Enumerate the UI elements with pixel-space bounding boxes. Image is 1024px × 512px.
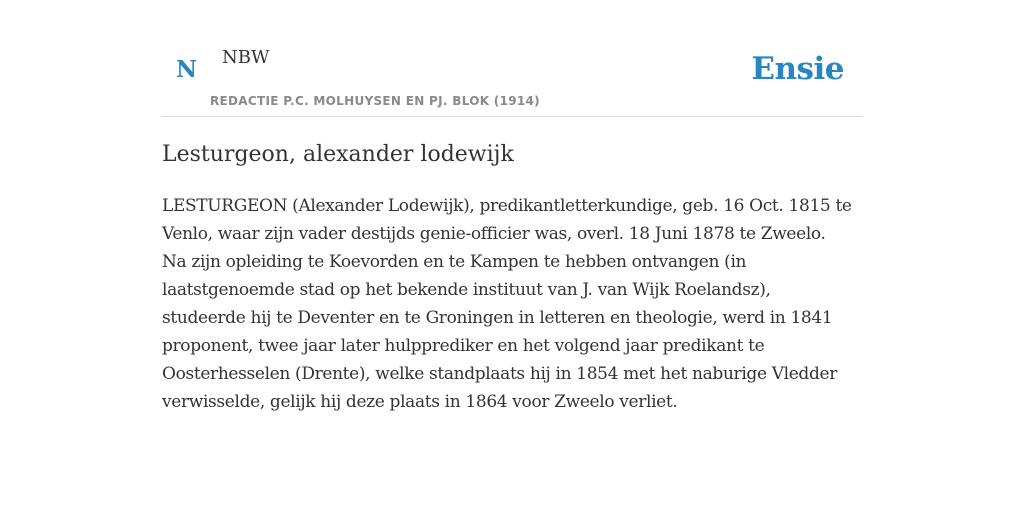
entry-body-line: Venlo, waar zijn vader destijds genie-officier was, overl. 18 Juni 1878 te Zweelo.: [162, 224, 826, 244]
entry-body-line: Oosterhesselen (Drente), welke standplaats hij in 1854 met het naburige Vledder: [162, 364, 837, 384]
source-header: [162, 40, 862, 117]
source-letter-logo: N: [176, 56, 198, 83]
entry-body-line: LESTURGEON (Alexander Lodewijk), predikantletterkundige, geb. 16 Oct. 1815 te: [162, 196, 852, 216]
entry-title: Lesturgeon, alexander lodewijk: [162, 142, 514, 167]
entry-body-line: proponent, twee jaar later hulpprediker en het volgend jaar predikant te: [162, 336, 765, 356]
entry-body-line: Na zijn opleiding te Koevorden en te Kampen te hebben ontvangen (in: [162, 252, 747, 272]
entry-body: [162, 192, 868, 416]
entry-body-line: verwisselde, gelijk hij deze plaats in 1864 voor Zweelo verliet.: [162, 392, 678, 412]
source-title-link[interactable]: NBW: [222, 47, 270, 68]
entry-body-line: studeerde hij te Deventer en te Groningen in letteren en theologie, werd in 1841: [162, 308, 833, 328]
ensie-logo-link[interactable]: Ensie: [751, 51, 844, 87]
entry-body-line: laatstgenoemde stad op het bekende instituut van J. van Wijk Roelandsz),: [162, 280, 771, 300]
source-editors: REDACTIE P.C. MOLHUYSEN EN PJ. BLOK (1914): [210, 94, 540, 108]
